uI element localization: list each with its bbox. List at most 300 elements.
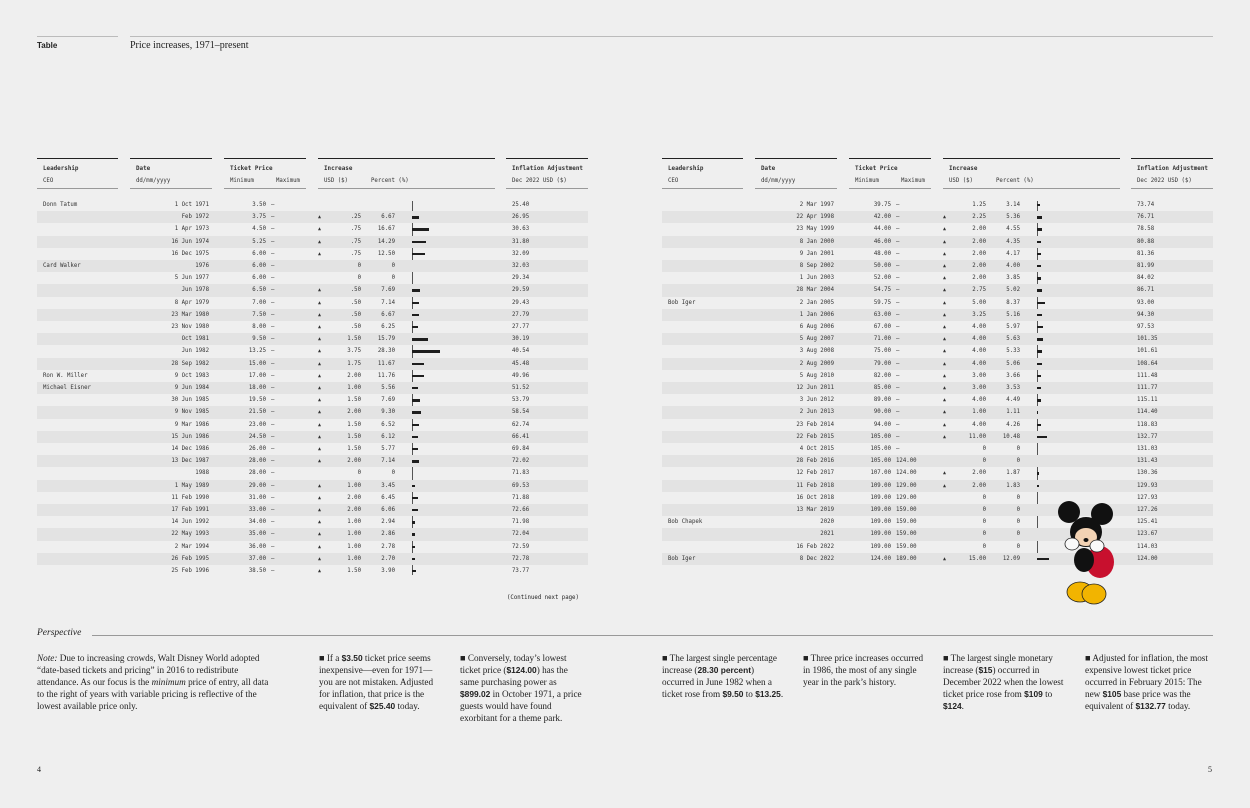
- note-6-value-2: $109: [1024, 688, 1043, 699]
- increase-usd-cell: 1.00: [347, 543, 361, 550]
- max-price-cell: –: [271, 238, 275, 245]
- left-colhdr-date-sub: dd/mm/yyyy: [136, 178, 171, 184]
- percent-bar: [1037, 204, 1040, 206]
- min-price-cell: 109.00: [870, 519, 891, 526]
- increase-arrow-icon: ▲: [318, 543, 322, 550]
- increase-arrow-icon: ▲: [318, 421, 322, 428]
- note-2-text-3: today.: [395, 700, 420, 711]
- table-row: [37, 211, 588, 223]
- inflation-cell: 71.98: [512, 519, 530, 526]
- mickey-illustration: [1050, 500, 1122, 608]
- table-row: [37, 492, 588, 504]
- date-cell: 13 Mar 2019: [796, 507, 834, 513]
- increase-pct-cell: 0: [1016, 458, 1020, 465]
- mickey-glove-left: [1065, 538, 1079, 550]
- increase-pct-cell: 3.85: [1006, 275, 1020, 282]
- table-row: [662, 553, 1213, 565]
- date-cell: 2020: [820, 519, 834, 526]
- date-cell: 12 Feb 2017: [796, 470, 834, 477]
- note-5: [803, 653, 929, 689]
- increase-arrow-icon: ▲: [318, 226, 322, 233]
- inflation-cell: 66.41: [512, 433, 530, 440]
- table-row: [37, 321, 588, 333]
- date-cell: 5 Aug 2010: [799, 372, 834, 379]
- percent-bar: [412, 289, 420, 291]
- date-cell: 2 Jan 2005: [799, 299, 834, 306]
- date-cell: 26 Feb 1995: [171, 555, 209, 562]
- left-colhdr-inflation-title: Inflation Adjustment: [512, 166, 583, 172]
- increase-usd-cell: 3.25: [972, 311, 986, 318]
- max-price-cell: –: [271, 250, 275, 257]
- date-cell: 17 Feb 1991: [171, 507, 209, 513]
- inflation-cell: 30.63: [512, 226, 530, 233]
- percent-bar: [412, 228, 429, 230]
- inflation-cell: 94.30: [1137, 311, 1155, 318]
- max-price-cell: –: [271, 372, 275, 379]
- percent-bar: [412, 314, 419, 316]
- note-4-value-3: $13.25: [755, 688, 781, 699]
- increase-usd-cell: 1.50: [347, 336, 361, 343]
- date-cell: 1976: [195, 263, 209, 269]
- date-cell: 5 Jun 1977: [174, 275, 209, 282]
- inflation-cell: 29.43: [512, 299, 530, 306]
- inflation-cell: 72.59: [512, 543, 530, 550]
- increase-arrow-icon: ▲: [943, 214, 947, 221]
- increase-pct-cell: 0: [391, 263, 395, 269]
- right-colhdr-date-sub: dd/mm/yyyy: [761, 178, 796, 184]
- inflation-cell: 93.00: [1137, 299, 1155, 306]
- table-row: [662, 272, 1213, 284]
- header-rule-left: [37, 36, 118, 37]
- max-price-cell: –: [271, 555, 275, 562]
- percent-bar: [1037, 411, 1038, 413]
- inflation-cell: 86.71: [1137, 287, 1155, 294]
- percent-bar: [412, 570, 416, 572]
- increase-usd-cell: .50: [350, 287, 361, 294]
- date-cell: Jun 1978: [181, 287, 209, 294]
- note-5-text: ■ Three price increases occurred in 1986, the most of any single year in the park’s history.: [803, 653, 924, 687]
- min-price-cell: 6.00: [252, 263, 266, 269]
- min-price-cell: 19.50: [248, 397, 266, 404]
- increase-usd-cell: 1.50: [347, 446, 361, 452]
- left-colhdr-date-title: Date: [136, 166, 151, 172]
- increase-arrow-icon: ▲: [318, 385, 322, 391]
- max-price-cell: –: [271, 397, 275, 404]
- table-row: [662, 211, 1213, 223]
- increase-usd-cell: 0: [357, 263, 361, 269]
- table-row: [37, 297, 588, 309]
- increase-usd-cell: 1.25: [972, 202, 986, 208]
- left-colhdr-date: [130, 158, 212, 189]
- table-row: [662, 455, 1213, 467]
- left-colhdr-increase: [318, 158, 495, 189]
- date-cell: 12 Jun 2011: [796, 385, 834, 391]
- increase-usd-cell: 2.75: [972, 287, 986, 294]
- percent-bar: [412, 424, 419, 426]
- table-row: [662, 260, 1213, 272]
- note-7-text-3: today.: [1165, 700, 1191, 711]
- increase-pct-cell: 7.69: [381, 287, 395, 294]
- percent-bar: [1037, 216, 1042, 218]
- max-price-cell: –: [896, 311, 900, 318]
- right-colhdr-ticket-max: Maximum: [901, 178, 925, 184]
- increase-arrow-icon: ▲: [318, 397, 322, 404]
- max-price-cell: –: [271, 275, 275, 282]
- max-price-cell: –: [896, 348, 900, 355]
- min-price-cell: 3.50: [252, 202, 266, 208]
- increase-pct-cell: 6.12: [381, 433, 395, 440]
- min-price-cell: 71.00: [873, 336, 891, 343]
- min-price-cell: 6.00: [252, 250, 266, 257]
- percent-bar: [412, 558, 415, 560]
- inflation-cell: 27.79: [512, 311, 530, 318]
- left-colhdr-increase-title: Increase: [324, 166, 353, 172]
- inflation-cell: 26.95: [512, 214, 530, 221]
- max-price-cell: –: [271, 385, 275, 391]
- table-row: [662, 431, 1213, 443]
- inflation-cell: 72.78: [512, 555, 530, 562]
- max-price-cell: 159.00: [896, 543, 917, 550]
- min-price-cell: 31.00: [248, 494, 266, 501]
- inflation-cell: 71.83: [512, 470, 530, 477]
- percent-bar: [1037, 424, 1041, 426]
- right-colhdr-increase-title: Increase: [949, 166, 978, 172]
- min-price-cell: 35.00: [248, 531, 266, 538]
- max-price-cell: –: [896, 336, 900, 343]
- min-price-cell: 17.00: [248, 372, 266, 379]
- increase-arrow-icon: ▲: [318, 238, 322, 245]
- increase-arrow-icon: ▲: [943, 311, 947, 318]
- min-price-cell: 15.00: [248, 360, 266, 367]
- increase-pct-cell: 6.52: [381, 421, 395, 428]
- increase-pct-cell: 5.77: [381, 446, 395, 452]
- increase-pct-cell: 4.17: [1006, 250, 1020, 257]
- increase-usd-cell: .75: [350, 226, 361, 233]
- left-colhdr-increase-usd: USD ($): [324, 178, 348, 184]
- increase-pct-cell: 9.30: [381, 409, 395, 416]
- increase-pct-cell: 3.90: [381, 568, 395, 574]
- increase-arrow-icon: ▲: [318, 214, 322, 221]
- note-4-value-2: $9.50: [722, 688, 744, 699]
- max-price-cell: –: [896, 299, 900, 306]
- percent-bar: [1037, 228, 1042, 230]
- max-price-cell: –: [896, 263, 900, 269]
- percent-bar: [412, 460, 419, 462]
- increase-arrow-icon: ▲: [943, 433, 947, 440]
- increase-pct-cell: 0: [1016, 531, 1020, 538]
- note-7-value: $105: [1102, 688, 1122, 699]
- increase-pct-cell: 0: [1016, 543, 1020, 550]
- table-row: [662, 516, 1213, 528]
- inflation-cell: 111.48: [1137, 372, 1158, 379]
- note-1: [37, 653, 277, 713]
- min-price-cell: 85.00: [873, 385, 891, 391]
- increase-arrow-icon: ▲: [318, 250, 322, 257]
- table-row: [37, 199, 588, 211]
- percent-bar: [412, 546, 415, 548]
- min-price-cell: 109.00: [870, 507, 891, 513]
- percent-bar: [1037, 558, 1049, 560]
- percent-bar: [1037, 338, 1043, 340]
- increase-arrow-icon: ▲: [943, 275, 947, 282]
- table-row: [37, 406, 588, 418]
- inflation-cell: 118.83: [1137, 421, 1158, 428]
- min-price-cell: 79.00: [873, 360, 891, 367]
- mickey-nose: [1084, 538, 1089, 542]
- inflation-cell: 101.61: [1137, 348, 1158, 355]
- min-price-cell: 105.00: [870, 433, 891, 440]
- increase-usd-cell: 1.50: [347, 421, 361, 428]
- max-price-cell: –: [896, 372, 900, 379]
- percent-bar: [1037, 485, 1039, 487]
- date-cell: 16 Oct 2018: [796, 494, 834, 501]
- perspective-label: Perspective: [37, 628, 82, 638]
- inflation-cell: 130.36: [1137, 470, 1158, 477]
- max-price-cell: –: [896, 409, 900, 416]
- min-price-cell: 107.00: [870, 470, 891, 477]
- increase-usd-cell: 2.00: [347, 507, 361, 513]
- increase-usd-cell: 1.00: [347, 519, 361, 526]
- min-price-cell: 109.00: [870, 531, 891, 538]
- increase-arrow-icon: ▲: [943, 263, 947, 269]
- increase-arrow-icon: ▲: [318, 555, 322, 562]
- max-price-cell: –: [271, 433, 275, 440]
- table-row: [662, 406, 1213, 418]
- date-cell: 1 Oct 1971: [174, 202, 209, 208]
- increase-pct-cell: 0: [391, 275, 395, 282]
- note-4: [662, 653, 788, 701]
- increase-pct-cell: 4.55: [1006, 226, 1020, 233]
- min-price-cell: 89.00: [873, 397, 891, 404]
- increase-pct-cell: 6.67: [381, 214, 395, 221]
- inflation-cell: 127.26: [1137, 507, 1158, 513]
- increase-pct-cell: 4.49: [1006, 397, 1020, 404]
- inflation-cell: 29.34: [512, 275, 530, 282]
- date-cell: 14 Dec 1986: [171, 446, 209, 452]
- inflation-cell: 25.40: [512, 202, 530, 208]
- right-colhdr-inflation-sub: Dec 2022 USD ($): [1137, 178, 1192, 184]
- left-colhdr-inflation: [506, 158, 588, 189]
- increase-usd-cell: .75: [350, 238, 361, 245]
- increase-usd-cell: .50: [350, 324, 361, 330]
- table-row: [37, 516, 588, 528]
- min-price-cell: 42.00: [873, 214, 891, 221]
- note-2-value-2: $25.40: [369, 700, 396, 711]
- inflation-cell: 76.71: [1137, 214, 1155, 221]
- max-price-cell: –: [271, 202, 275, 208]
- increase-pct-cell: 7.69: [381, 397, 395, 404]
- increase-usd-cell: 0: [357, 275, 361, 282]
- percent-bar: [412, 485, 415, 487]
- increase-arrow-icon: ▲: [943, 555, 947, 562]
- increase-pct-cell: 2.70: [381, 555, 395, 562]
- increase-usd-cell: 2.00: [972, 226, 986, 233]
- increase-pct-cell: 1.11: [1006, 409, 1020, 416]
- date-cell: 22 May 1993: [171, 531, 209, 538]
- date-cell: 9 Jun 1984: [174, 385, 209, 391]
- table-row: [662, 345, 1213, 357]
- min-price-cell: 33.00: [248, 507, 266, 513]
- inflation-cell: 115.11: [1137, 397, 1158, 404]
- min-price-cell: 46.00: [873, 238, 891, 245]
- increase-arrow-icon: ▲: [318, 458, 322, 465]
- inflation-cell: 51.52: [512, 385, 530, 391]
- max-price-cell: –: [896, 275, 900, 282]
- increase-pct-cell: 3.66: [1006, 372, 1020, 379]
- increase-arrow-icon: ▲: [943, 287, 947, 294]
- increase-usd-cell: 1.50: [347, 397, 361, 404]
- ceo-cell: Bob Iger: [668, 299, 696, 306]
- max-price-cell: –: [271, 458, 275, 465]
- increase-usd-cell: 5.00: [972, 299, 986, 306]
- left-colhdr-leadership-sub: CEO: [43, 178, 54, 184]
- min-price-cell: 105.00: [870, 458, 891, 465]
- mickey-body: [1074, 548, 1094, 572]
- max-price-cell: –: [896, 202, 900, 208]
- percent-bar: [1037, 375, 1041, 377]
- percent-bar: [412, 521, 415, 523]
- increase-arrow-icon: ▲: [318, 409, 322, 416]
- right-colhdr-ticket: [849, 158, 931, 189]
- increase-usd-cell: 2.00: [972, 482, 986, 489]
- max-price-cell: –: [896, 287, 900, 294]
- left-colhdr-inflation-sub: Dec 2022 USD ($): [512, 178, 567, 184]
- max-price-cell: –: [271, 507, 275, 513]
- note-6-text: ■ The largest single monetary increase (: [943, 653, 1053, 675]
- table-row: [662, 382, 1213, 394]
- percent-bar: [1037, 436, 1047, 438]
- increase-pct-cell: 3.45: [381, 482, 395, 489]
- increase-pct-cell: 5.16: [1006, 311, 1020, 318]
- percent-bar: [1037, 326, 1043, 328]
- increase-pct-cell: 4.26: [1006, 421, 1020, 428]
- right-colhdr-inflation: [1131, 158, 1213, 189]
- date-cell: 5 Aug 2007: [799, 336, 834, 343]
- increase-arrow-icon: ▲: [943, 372, 947, 379]
- table-row: [37, 541, 588, 553]
- increase-usd-cell: 2.25: [972, 214, 986, 221]
- increase-pct-cell: 0: [391, 470, 395, 477]
- increase-pct-cell: 1.83: [1006, 482, 1020, 489]
- max-price-cell: –: [896, 324, 900, 330]
- increase-arrow-icon: ▲: [943, 250, 947, 257]
- inflation-cell: 72.02: [512, 458, 530, 465]
- increase-usd-cell: 15.00: [968, 555, 986, 562]
- inflation-cell: 40.54: [512, 348, 530, 355]
- min-price-cell: 21.50: [248, 409, 266, 416]
- left-colhdr-increase-pct: Percent (%): [371, 178, 409, 184]
- increase-usd-cell: 4.00: [972, 324, 986, 330]
- max-price-cell: –: [271, 324, 275, 330]
- page-number-left: 4: [37, 765, 41, 774]
- date-cell: Feb 1972: [181, 214, 209, 221]
- max-price-cell: –: [896, 238, 900, 245]
- increase-pct-cell: 4.00: [1006, 263, 1020, 269]
- percent-bar: [412, 497, 418, 499]
- right-colhdr-increase: [943, 158, 1120, 189]
- increase-pct-cell: 11.67: [377, 360, 395, 367]
- date-cell: 22 Apr 1998: [796, 214, 834, 221]
- max-price-cell: 129.00: [896, 482, 917, 489]
- min-price-cell: 3.75: [252, 214, 266, 221]
- max-price-cell: –: [271, 336, 275, 343]
- increase-pct-cell: 4.35: [1006, 238, 1020, 245]
- inflation-cell: 80.88: [1137, 238, 1155, 245]
- increase-arrow-icon: ▲: [943, 470, 947, 477]
- min-price-cell: 48.00: [873, 250, 891, 257]
- increase-pct-cell: 6.25: [381, 324, 395, 330]
- table-row: [37, 565, 588, 577]
- max-price-cell: –: [271, 360, 275, 367]
- increase-arrow-icon: ▲: [943, 482, 947, 489]
- increase-pct-cell: 0: [1016, 507, 1020, 513]
- max-price-cell: 189.00: [896, 555, 917, 562]
- date-cell: 25 Feb 1996: [171, 568, 209, 574]
- table-row: [662, 309, 1213, 321]
- table-row: [37, 260, 588, 272]
- date-cell: 28 Feb 2016: [796, 458, 834, 465]
- table-row: [37, 272, 588, 284]
- increase-arrow-icon: ▲: [943, 299, 947, 306]
- increase-arrow-icon: ▲: [943, 324, 947, 330]
- date-cell: 16 Jun 1974: [171, 238, 209, 245]
- percent-bar: [1037, 289, 1042, 291]
- note-7-value-2: $132.77: [1135, 700, 1166, 711]
- increase-pct-cell: 1.87: [1006, 470, 1020, 477]
- max-price-cell: –: [896, 433, 900, 440]
- max-price-cell: –: [896, 397, 900, 404]
- inflation-cell: 69.53: [512, 482, 530, 489]
- left-colhdr-ticket-max: Maximum: [276, 178, 300, 184]
- date-cell: 13 Dec 1987: [171, 458, 209, 465]
- right-colhdr-ticket-min: Minimum: [855, 178, 879, 184]
- max-price-cell: –: [271, 494, 275, 501]
- table-row: [662, 528, 1213, 540]
- right-colhdr-leadership-title: Leadership: [668, 166, 704, 172]
- note-6-text-4: .: [961, 700, 964, 711]
- inflation-cell: 31.80: [512, 238, 530, 245]
- inflation-cell: 73.74: [1137, 202, 1155, 208]
- inflation-cell: 127.93: [1137, 494, 1158, 501]
- date-cell: 1 May 1989: [174, 482, 209, 489]
- percent-bar: [1037, 302, 1045, 304]
- max-price-cell: –: [271, 470, 275, 477]
- increase-usd-cell: 0: [982, 507, 986, 513]
- right-colhdr-date-title: Date: [761, 166, 776, 172]
- percent-bar: [1037, 387, 1041, 389]
- note-4-text-4: .: [780, 688, 784, 699]
- percent-bar: [412, 436, 418, 438]
- table-row: [37, 333, 588, 345]
- note-2: [319, 653, 443, 713]
- inflation-cell: 101.35: [1137, 336, 1158, 343]
- date-cell: 6 Aug 2006: [799, 324, 834, 330]
- note-1-text-2: price of entry, all data to the right of years with variable pricing is reflective of the lowest available price only.: [37, 676, 269, 711]
- increase-usd-cell: 2.00: [972, 263, 986, 269]
- note-2-value: $3.50: [341, 653, 363, 663]
- date-cell: Oct 1981: [181, 336, 209, 343]
- max-price-cell: –: [271, 287, 275, 294]
- right-colhdr-inflation-title: Inflation Adjustment: [1137, 166, 1208, 172]
- note-4-text-3: to: [743, 688, 756, 699]
- increase-usd-cell: 0: [982, 531, 986, 538]
- inflation-cell: 27.77: [512, 324, 530, 330]
- note-3: [460, 653, 584, 724]
- left-colhdr-ticket-min: Minimum: [230, 178, 254, 184]
- table-row: [662, 370, 1213, 382]
- min-price-cell: 75.00: [873, 348, 891, 355]
- table-row: [662, 467, 1213, 479]
